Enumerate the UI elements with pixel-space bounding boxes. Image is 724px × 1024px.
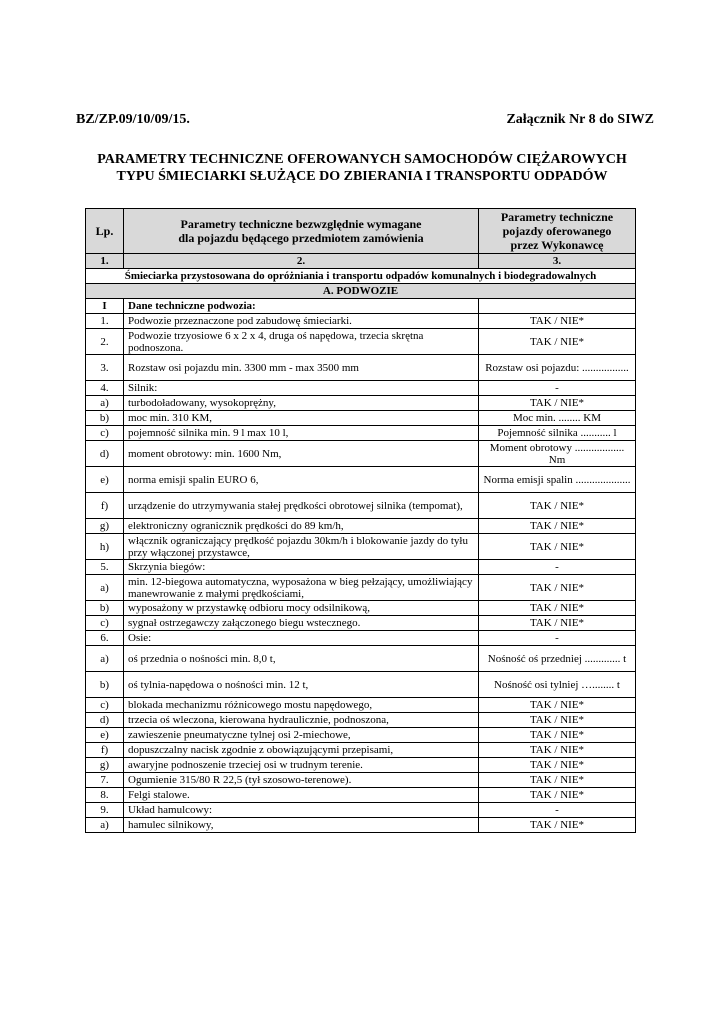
table-row — [86, 560, 636, 575]
table-row — [86, 493, 636, 519]
row-number: f) — [86, 493, 124, 519]
table-row — [86, 698, 636, 713]
row-parameter: trzecia oś wleczona, kierowana hydraulicznie, podnoszona, — [124, 713, 479, 728]
row-parameter: Silnik: — [124, 381, 479, 396]
row-offer-value — [479, 299, 636, 314]
table-row — [86, 728, 636, 743]
table-row — [86, 467, 636, 493]
attachment-label: Załącznik Nr 8 do SIWZ — [506, 112, 654, 127]
row-parameter: oś tylnia-napędowa o nośności min. 12 t, — [124, 672, 479, 698]
row-number: 5. — [86, 560, 124, 575]
row-offer-value: TAK / NIE* — [479, 728, 636, 743]
table-row — [86, 314, 636, 329]
table-header-row — [86, 209, 636, 254]
row-parameter: Ogumienie 315/80 R 22,5 (tył szosowo-terenowe). — [124, 773, 479, 788]
row-parameter: elektroniczny ogranicznik prędkości do 89 km/h, — [124, 519, 479, 534]
header-offered-line-1: Parametry techniczne — [500, 210, 614, 224]
table-row — [86, 396, 636, 411]
table-row — [86, 381, 636, 396]
document-reference: BZ/ZP.09/10/09/15. — [76, 112, 190, 127]
row-parameter: Podwozie przeznaczone pod zabudowę śmieciarki. — [124, 314, 479, 329]
row-number: e) — [86, 467, 124, 493]
column-number-2: 2. — [124, 254, 479, 269]
row-offer-value: Moment obrotowy .................. Nm — [479, 441, 636, 467]
row-offer-value: TAK / NIE* — [479, 818, 636, 833]
header-offered-line-2: pojazdy oferowanego — [502, 224, 612, 238]
row-offer-value: Moc min. ........ KM — [479, 411, 636, 426]
row-number: b) — [86, 601, 124, 616]
subsection-title: A. PODWOZIE — [86, 284, 636, 299]
row-number: 1. — [86, 314, 124, 329]
header-offered-line-3: przez Wykonawcę — [510, 238, 604, 252]
row-offer-value: TAK / NIE* — [479, 743, 636, 758]
row-number: 7. — [86, 773, 124, 788]
row-parameter: urządzenie do utrzymywania stałej prędkości obrotowej silnika (tempomat), — [124, 493, 479, 519]
table-row — [86, 519, 636, 534]
row-number: b) — [86, 672, 124, 698]
row-offer-value: TAK / NIE* — [479, 493, 636, 519]
row-number: I — [86, 299, 124, 314]
row-offer-value: TAK / NIE* — [479, 534, 636, 560]
row-offer-value: TAK / NIE* — [479, 773, 636, 788]
table-row — [86, 616, 636, 631]
row-offer-value: Pojemność silnika ........... l — [479, 426, 636, 441]
table-row — [86, 329, 636, 355]
row-offer-value: - — [479, 560, 636, 575]
row-offer-value: TAK / NIE* — [479, 698, 636, 713]
row-parameter: min. 12-biegowa automatyczna, wyposażona w bieg pełzający, umożliwiający manewrowanie z małymi prędkościami, — [124, 575, 479, 601]
row-offer-value: - — [479, 631, 636, 646]
table-row — [86, 441, 636, 467]
table-row — [86, 631, 636, 646]
row-parameter: blokada mechanizmu różnicowego mostu napędowego, — [124, 698, 479, 713]
row-parameter: moc min. 310 KM, — [124, 411, 479, 426]
table-row — [86, 818, 636, 833]
row-offer-value: - — [479, 803, 636, 818]
row-parameter: Osie: — [124, 631, 479, 646]
row-offer-value: Norma emisji spalin .................... — [479, 467, 636, 493]
row-offer-value: TAK / NIE* — [479, 616, 636, 631]
row-number: b) — [86, 411, 124, 426]
section-row — [86, 269, 636, 284]
title-line-1: PARAMETRY TECHNICZNE OFEROWANYCH SAMOCHODÓW CIĘŻAROWYCH — [97, 152, 627, 167]
table-row — [86, 426, 636, 441]
table-row — [86, 672, 636, 698]
row-parameter: Felgi stalowe. — [124, 788, 479, 803]
row-number: 4. — [86, 381, 124, 396]
table-row — [86, 773, 636, 788]
section-title: Śmieciarka przystosowana do opróżniania i transportu odpadów komunalnych i biodegradowalnych — [86, 269, 636, 284]
column-number-3: 3. — [479, 254, 636, 269]
row-number: 6. — [86, 631, 124, 646]
row-parameter: Rozstaw osi pojazdu min. 3300 mm - max 3500 mm — [124, 355, 479, 381]
row-offer-value: TAK / NIE* — [479, 575, 636, 601]
header-required-line-1: Parametry techniczne bezwzględnie wymagane — [180, 217, 422, 231]
row-parameter: włącznik ograniczający prędkość pojazdu 30km/h i blokowanie jazdy do tyłu przy włączonej przystawce, — [124, 534, 479, 560]
row-offer-value: - — [479, 381, 636, 396]
row-number: h) — [86, 534, 124, 560]
row-parameter: pojemność silnika min. 9 l max 10 l, — [124, 426, 479, 441]
row-number: f) — [86, 743, 124, 758]
row-parameter: turbodoładowany, wysokoprężny, — [124, 396, 479, 411]
table-row — [86, 534, 636, 560]
table-row — [86, 713, 636, 728]
header-required-params — [124, 209, 479, 254]
row-parameter: norma emisji spalin EURO 6, — [124, 467, 479, 493]
row-number: d) — [86, 441, 124, 467]
row-parameter: Skrzynia biegów: — [124, 560, 479, 575]
row-parameter: wyposażony w przystawkę odbioru mocy odsilnikową, — [124, 601, 479, 616]
spec-table — [85, 208, 636, 833]
row-offer-value: TAK / NIE* — [479, 396, 636, 411]
row-parameter: sygnał ostrzegawczy załączonego biegu wstecznego. — [124, 616, 479, 631]
row-parameter: Układ hamulcowy: — [124, 803, 479, 818]
row-number: a) — [86, 396, 124, 411]
row-parameter: Podwozie trzyosiowe 6 x 2 x 4, druga oś napędowa, trzecia skrętna podnoszona. — [124, 329, 479, 355]
table-row — [86, 646, 636, 672]
row-number: a) — [86, 575, 124, 601]
row-offer-value: TAK / NIE* — [479, 713, 636, 728]
table-row — [86, 411, 636, 426]
column-number-row — [86, 254, 636, 269]
row-number: 8. — [86, 788, 124, 803]
row-number: c) — [86, 698, 124, 713]
row-offer-value: TAK / NIE* — [479, 314, 636, 329]
row-number: e) — [86, 728, 124, 743]
row-number: 3. — [86, 355, 124, 381]
row-offer-value: Rozstaw osi pojazdu: ................. — [479, 355, 636, 381]
row-parameter: awaryjne podnoszenie trzeciej osi w trudnym terenie. — [124, 758, 479, 773]
row-offer-value: TAK / NIE* — [479, 329, 636, 355]
column-number-1: 1. — [86, 254, 124, 269]
table-row — [86, 803, 636, 818]
row-number: 2. — [86, 329, 124, 355]
header-lp: Lp. — [86, 209, 124, 254]
row-number: a) — [86, 646, 124, 672]
table-row — [86, 575, 636, 601]
subsection-row — [86, 284, 636, 299]
row-number: c) — [86, 616, 124, 631]
table-row — [86, 355, 636, 381]
header-offered-params — [479, 209, 636, 254]
row-parameter: dopuszczalny nacisk zgodnie z obowiązującymi przepisami, — [124, 743, 479, 758]
row-offer-value: TAK / NIE* — [479, 519, 636, 534]
row-offer-value: TAK / NIE* — [479, 601, 636, 616]
table-row — [86, 601, 636, 616]
row-parameter: oś przednia o nośności min. 8,0 t, — [124, 646, 479, 672]
row-number: c) — [86, 426, 124, 441]
row-number: g) — [86, 758, 124, 773]
row-offer-value: TAK / NIE* — [479, 788, 636, 803]
table-row — [86, 788, 636, 803]
row-parameter: moment obrotowy: min. 1600 Nm, — [124, 441, 479, 467]
row-offer-value: Nośność osi tylniej …........ t — [479, 672, 636, 698]
row-number: a) — [86, 818, 124, 833]
row-number: d) — [86, 713, 124, 728]
header-required-line-2: dla pojazdu będącego przedmiotem zamówienia — [178, 231, 424, 245]
row-parameter: hamulec silnikowy, — [124, 818, 479, 833]
table-row — [86, 299, 636, 314]
row-number: g) — [86, 519, 124, 534]
row-offer-value: TAK / NIE* — [479, 758, 636, 773]
table-row — [86, 743, 636, 758]
document-title — [60, 151, 664, 185]
table-row — [86, 758, 636, 773]
title-line-2: TYPU ŚMIECIARKI SŁUŻĄCE DO ZBIERANIA I TRANSPORTU ODPADÓW — [116, 169, 608, 184]
row-number: 9. — [86, 803, 124, 818]
row-parameter: zawieszenie pneumatyczne tylnej osi 2-miechowe, — [124, 728, 479, 743]
row-offer-value: Nośność oś przedniej ............. t — [479, 646, 636, 672]
row-parameter: Dane techniczne podwozia: — [124, 299, 479, 314]
